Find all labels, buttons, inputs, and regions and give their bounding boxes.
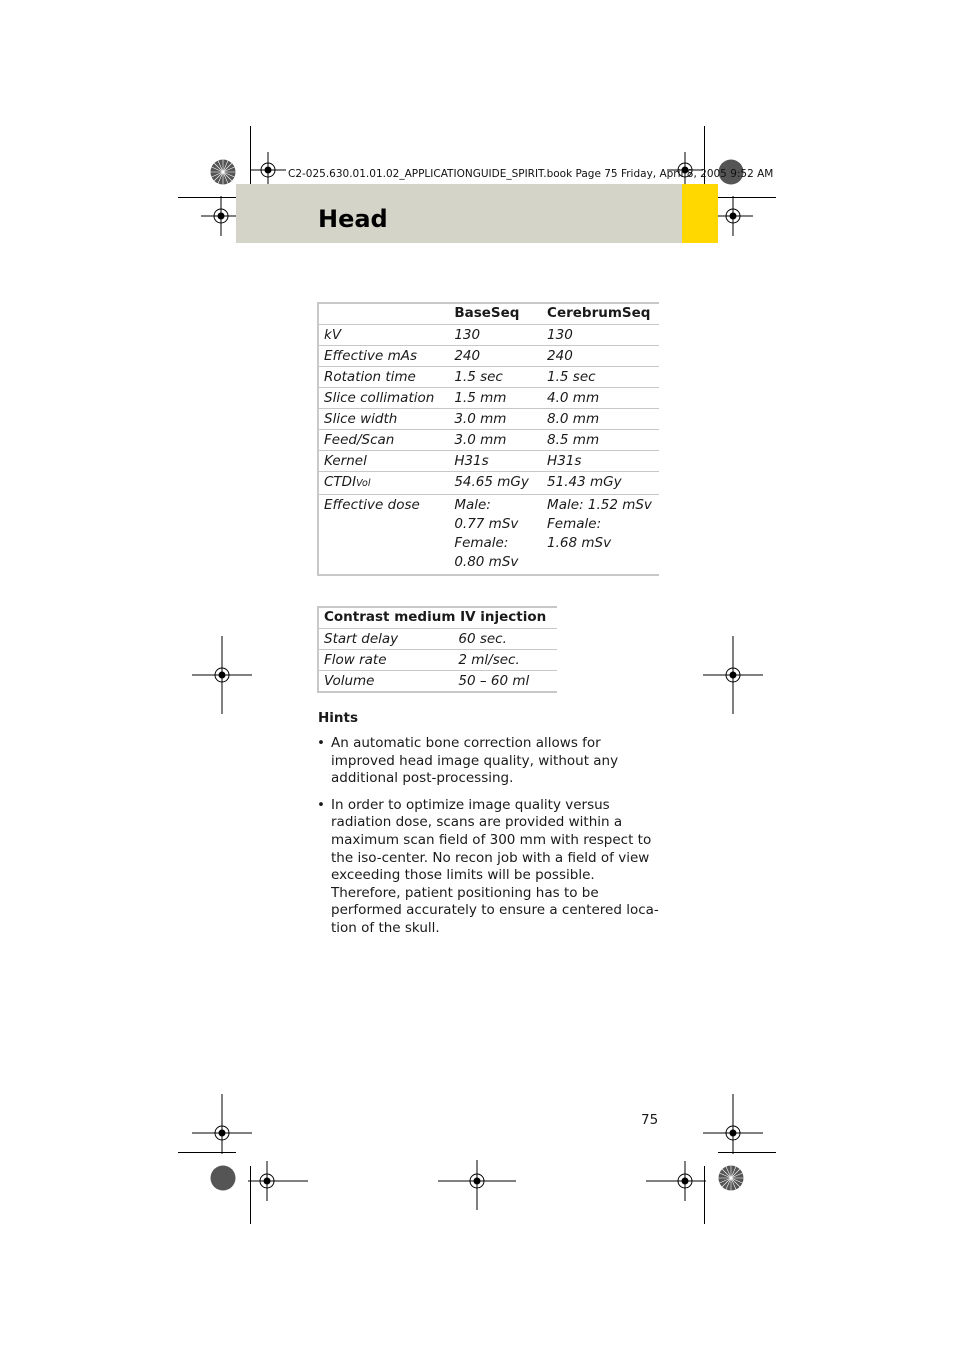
row-label: Kernel [318,451,449,472]
table-row [318,671,557,693]
printer-rosette-icon [210,159,236,185]
page-title: Head [318,205,388,233]
bullet-icon: • [317,735,325,751]
dose-line: 0.80 mSv [454,554,519,570]
registration-crosshair-icon [248,1161,308,1201]
registration-crosshair-icon [703,1094,763,1154]
registration-crosshair-icon [713,196,753,236]
registration-crosshair-icon [192,1094,252,1154]
table-row [318,650,557,671]
row-value: 50 – 60 ml [453,671,557,693]
table-row [318,325,659,346]
ctdi-subscript: Vol [356,478,371,489]
table-row [318,472,659,495]
list-item [316,797,662,938]
registration-crosshair-icon [438,1160,516,1210]
dose-line: 0.77 mSv [454,516,519,532]
hint-text: An automatic bone correction allows for improved head image quality, without any additional post-processing. [331,735,619,787]
cerebrumseq-value: 8.0 mm [542,409,659,430]
registration-crosshair-icon [192,636,252,714]
table-header-baseseq: BaseSeq [449,303,542,325]
baseseq-value: 130 [449,325,542,346]
page-number: 75 [641,1112,659,1128]
print-slug: C2-025.630.01.01.02_APPLICATIONGUIDE_SPIRIT.book Page 75 Friday, April 8, 2005 9:52 AM [288,168,774,180]
row-label: Flow rate [318,650,453,671]
cerebrumseq-dose [542,495,659,576]
row-label: kV [318,325,449,346]
dose-line: Male: [454,497,491,513]
dose-line: Female: [454,535,509,551]
row-label [318,472,449,495]
row-label: Effective mAs [318,346,449,367]
baseseq-value: 1.5 mm [449,388,542,409]
list-item [316,735,662,788]
printer-rosette-icon [718,1165,744,1191]
row-label: Start delay [318,629,453,650]
cerebrumseq-value: 8.5 mm [542,430,659,451]
dose-line: Female: [547,516,602,532]
header-accent-tab [682,184,718,243]
scan-parameters-table [317,302,659,576]
hint-text: In order to optimize image quality versus radiation dose, scans are provided within a maximum scan field of 300 mm with respect to the iso-center. No recon job with a field of view exceeding those limits will be possible. Therefore, patient positioning has to be performed accurately to ensure a centered location of the skull. [331,796,659,936]
ctdi-label: CTDI [324,474,357,490]
row-value: 60 sec. [453,629,557,650]
table-header-cerebrumseq: CerebrumSeq [542,303,659,325]
contrast-table-title: Contrast medium IV injection [318,607,557,629]
registration-crosshair-icon [646,1161,706,1201]
baseseq-value: 54.65 mGy [449,472,542,495]
row-label: Volume [318,671,453,693]
registration-crosshair-icon [703,636,763,714]
cerebrumseq-value: H31s [542,451,659,472]
table-row-effective-dose [318,495,659,576]
cerebrumseq-value: 240 [542,346,659,367]
baseseq-value: 1.5 sec [449,367,542,388]
table-row [318,451,659,472]
cerebrumseq-value: 130 [542,325,659,346]
table-row [318,388,659,409]
baseseq-value: 3.0 mm [449,409,542,430]
dose-line: Male: 1.52 mSv [547,497,652,513]
table-header-empty [318,303,449,325]
table-header-row [318,607,557,629]
table-row [318,367,659,388]
cerebrumseq-value: 1.5 sec [542,367,659,388]
printer-rosette-icon [210,1165,236,1191]
row-label: Slice collimation [318,388,449,409]
row-label: Slice width [318,409,449,430]
cerebrumseq-value: 4.0 mm [542,388,659,409]
hints-heading: Hints [318,710,359,726]
registration-crosshair-icon [201,196,241,236]
contrast-medium-table [317,606,557,693]
table-row [318,629,557,650]
table-row [318,346,659,367]
table-row [318,409,659,430]
header-band [236,184,682,243]
baseseq-dose [449,495,542,576]
baseseq-value: 240 [449,346,542,367]
table-row [318,430,659,451]
row-label: Effective dose [318,495,449,576]
dose-line: 1.68 mSv [547,535,612,551]
baseseq-value: H31s [449,451,542,472]
table-header-row [318,303,659,325]
row-label: Rotation time [318,367,449,388]
row-label: Feed/Scan [318,430,449,451]
hints-list [316,735,662,947]
bullet-icon: • [317,796,325,813]
baseseq-value: 3.0 mm [449,430,542,451]
row-value: 2 ml/sec. [453,650,557,671]
cerebrumseq-value: 51.43 mGy [542,472,659,495]
